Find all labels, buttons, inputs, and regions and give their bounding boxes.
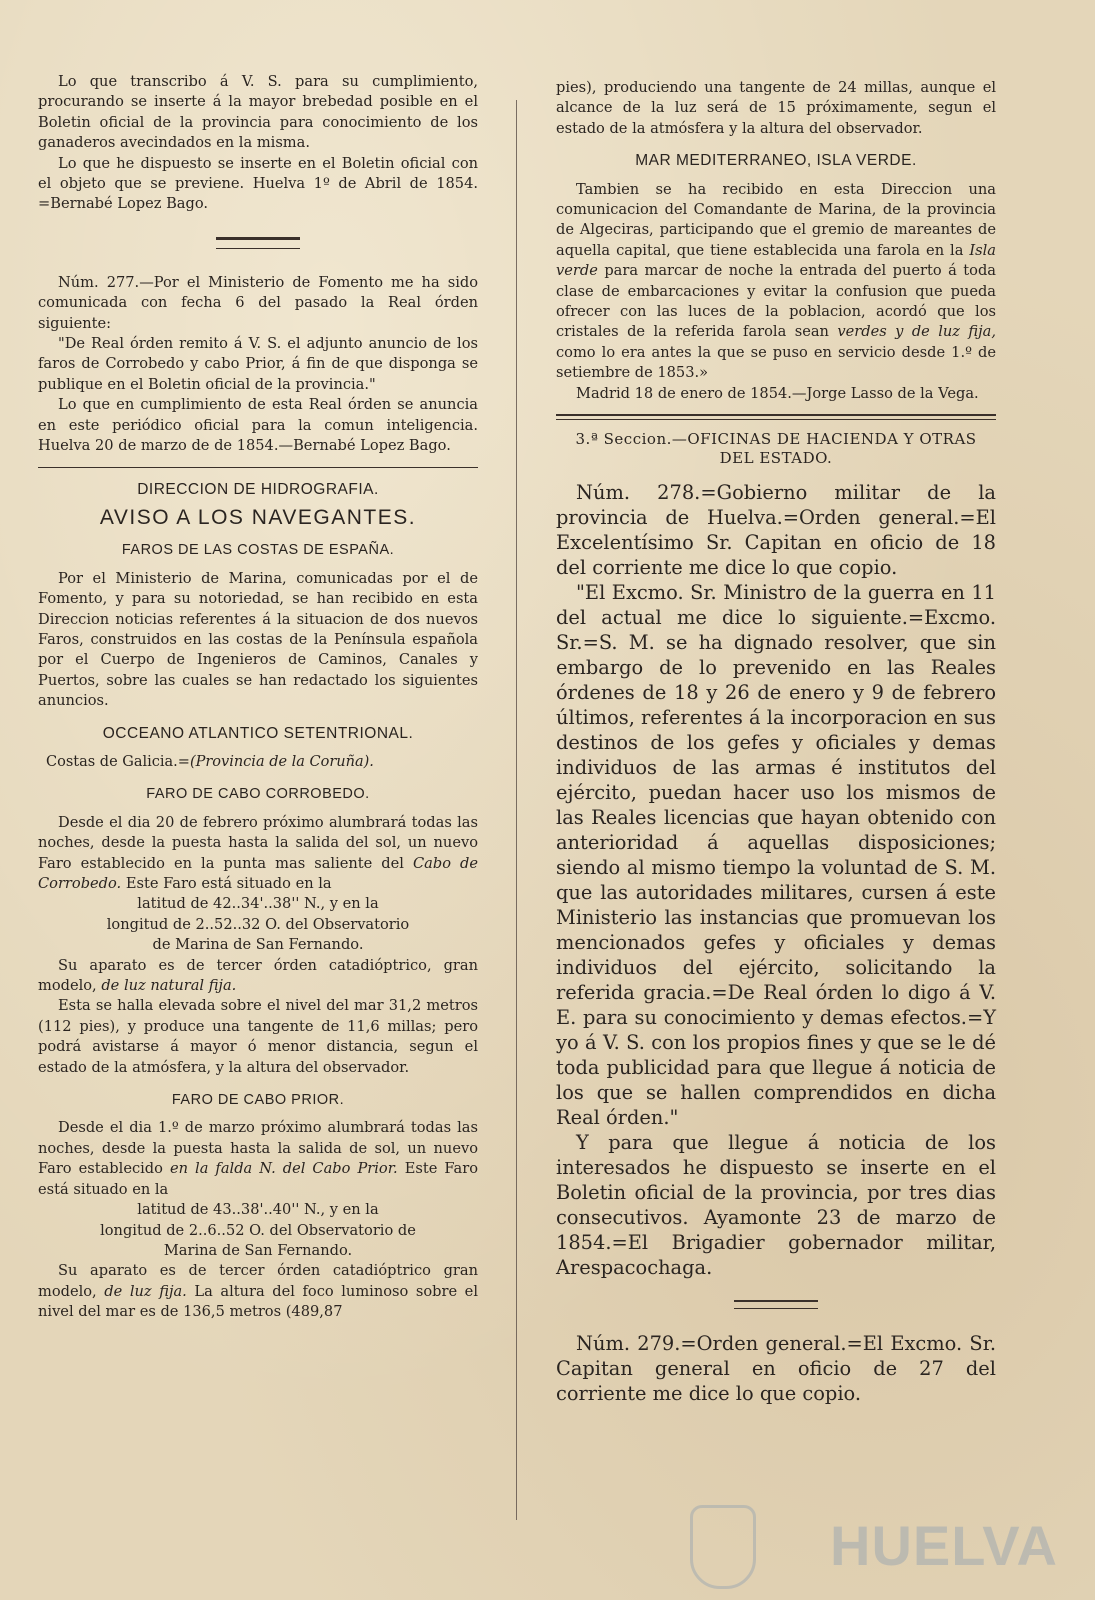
seal-icon (690, 1505, 756, 1589)
paragraph: Esta se halla elevada sobre el nivel del mar 31,2 metros (112 pies), y produce una tangente de 11,6 millas; pero podrá avistarse á mayor ó menor distancia, segun el estado de la atmósfera, y la altura del observador. (38, 997, 478, 1076)
paragraph (38, 813, 478, 895)
heading-direccion: DIRECCION DE HIDROGRAFIA. (137, 480, 379, 498)
paragraph: pies), produciendo una tangente de 24 millas, aunque el alcance de la luz será de 15 próximamente, segun el estado de la atmósfera y la altura del observador. (556, 79, 996, 137)
text-run-italic: verdes y de luz fija, (837, 323, 996, 341)
text-run: Desde el dia 20 de febrero próximo alumbrará todas las noches, desde la puesta hasta la salida del sol, un nuevo Faro establecido en la punta mas saliente del (38, 813, 478, 872)
text-run: Desde el dia 1.º de marzo próximo alumbrará todas las noches, desde la puesta hasta la salida de sol, un nuevo Faro establecido (38, 1119, 478, 1178)
right-column (556, 78, 996, 1406)
paragraph: Lo que en cumplimiento de esta Real órden se anuncia en este periódico oficial para la comun inteligencia. Huelva 20 de marzo de de 1854.—Bernabé Lopez Bago. (38, 396, 478, 455)
ornament-rule (734, 1300, 818, 1309)
signature-paragraph: Madrid 18 de enero de 1854.—Jorge Lasso de la Vega. (576, 384, 979, 402)
coordinates-latitude: latitud de 42..34'..38'' N., y en la (137, 895, 379, 913)
text-run: Este Faro está situado en la (125, 875, 332, 892)
coordinates-latitude: latitud de 43..38'..40'' N., y en la (137, 1201, 379, 1219)
watermark-stamp (690, 1505, 1058, 1585)
observatory-line: de Marina de San Fernando. (152, 936, 364, 954)
paragraph: Núm. 278.=Gobierno militar de la provincia de Huelva.=Orden general.=El Excelentísimo Sr. Capitan en oficio de 18 del corriente me dice lo que copio. (556, 481, 996, 580)
section-heading (556, 430, 996, 468)
paragraph: "De Real órden remito á V. S. el adjunto anuncio de los faros de Corrobedo y cabo Prior, á fin de que disponga se publique en el Boletin oficial de la provincia." (38, 335, 478, 393)
text-run-italic: en la falda N. del Cabo Prior. (169, 1160, 398, 1178)
paragraph: Núm. 277.—Por el Ministerio de Fomento me ha sido comunicada con fecha 6 del pasado la Real órden siguiente: (38, 273, 478, 332)
text-run: La altura del foco luminoso sobre el nivel del mar es de 136,5 metros (489,87 (38, 1282, 478, 1321)
text-run: Tambien se ha recibido en esta Direccion una comunicacion del Comandante de Marina, de la provincia de Algeciras, participando que el gremio de mareantes de aquella capital, que tiene establecida una farola en la (556, 180, 996, 259)
paragraph: Lo que transcribo á V. S. para su cumplimiento, procurando se inserte á la mayor brebedad posible en el Boletin oficial de la provincia para conocimiento de los ganaderos avecindados en la misma. (38, 73, 478, 152)
paragraph: Núm. 279.=Orden general.=El Excmo. Sr. Capitan general en oficio de 27 del corriente me dice lo que copio. (556, 1332, 996, 1406)
left-column (38, 72, 478, 1323)
paragraph: Lo que he dispuesto se inserte en el Boletin oficial con el objeto que se previene. Huelva 1º de Abril de 1854. =Bernabé Lopez Bago. (38, 154, 478, 213)
text-run: Este Faro está situado en la (38, 1160, 478, 1198)
paragraph: Por el Ministerio de Marina, comunicadas por el de Fomento, y para su notoriedad, se han recibido en esta Direccion noticias referentes á la situacion de dos nuevos Faros, construidos en las costas de la Península española por el Cuerpo de Ingenieros de Caminos, Canales y Puertos, sobre las cuales se han redactado los siguientes anuncios. (38, 569, 478, 710)
text-run: como lo era antes la que se puso en servicio desde 1.º de setiembre de 1853.» (556, 343, 996, 382)
text-run-italic: Cabo de Corrobedo. (38, 854, 478, 892)
paragraph (38, 1261, 478, 1322)
text-run-italic: de luz natural fija. (101, 977, 237, 995)
heading-occeano: OCCEANO ATLANTICO SETENTRIONAL. (102, 724, 414, 742)
column-divider (516, 100, 517, 1520)
observatory-line: Marina de San Fernando. (163, 1241, 353, 1259)
heading-aviso: AVISO A LOS NAVEGANTES. (99, 505, 417, 529)
text-run: Su aparato es de tercer órden catadióptrico, gran modelo, (38, 956, 478, 995)
text-run: Su aparato es de tercer órden catadióptrico gran modelo, (38, 1262, 478, 1300)
heading-prior: FARO DE CABO PRIOR. (171, 1092, 345, 1109)
text-run-italic: de luz fija. (104, 1282, 187, 1300)
section-rule (38, 467, 478, 468)
costas-label: Costas de Galicia.= (46, 753, 190, 770)
text-run: para marcar de noche la entrada del puerto á toda clase de embarcaciones y evitar la confusion que pueda ofrecer con las luces de la poblacion, acordó que los cristales de la referida farola sean (556, 262, 996, 341)
costas-line (38, 752, 478, 772)
coordinates-longitude: longitud de 2..52..32 O. del Observatorio (106, 915, 410, 933)
ornament-rule (216, 237, 300, 249)
section-number: 3.ª Seccion. (575, 430, 672, 449)
coordinates-longitude: longitud de 2..6..52 O. del Observatorio de (100, 1221, 416, 1239)
text-run-italic: Isla verde (556, 241, 996, 280)
heading-faros: FAROS DE LAS COSTAS DE ESPAÑA. (121, 542, 395, 559)
section-title: —OFICINAS DE HACIENDA Y OTRAS DEL ESTADO. (671, 430, 977, 468)
paragraph: "El Excmo. Sr. Ministro de la guerra en 11 del actual me dice lo siguiente.=Excmo. Sr.=S. M. se ha dignado resolver, que sin embargo de lo prevenido en las Reales órdenes de 18 y 26 de enero y 9 de febrero últimos, referentes á la incorporacion en sus destinos de los gefes y oficiales y demas individuos de las armas é institutos del ejército, puedan hacer uso los mismos de las Reales licencias que hayan obtenido con anterioridad á aquellas disposiciones; siendo al mismo tiempo la voluntad de S. M. que las autoridades militares, cursen á este Ministerio las instancias que promuevan los mencionados gefes y oficiales y demas individuos del ejército, solicitando la referida gracia.=De Real órden lo digo á V. E. para su conocimiento y demas efectos.=Y yo á V. S. con los propios fines y que se le dé toda publicidad para que llegue á noticia de los que se hallen comprendidos en dicha Real órden." (556, 581, 997, 1130)
section-rule (556, 414, 996, 420)
heading-corrobedo: FARO DE CABO CORROBEDO. (146, 786, 370, 803)
paragraph (38, 1118, 478, 1200)
paragraph (556, 180, 996, 384)
paragraph (38, 956, 478, 997)
heading-mar-mediterraneo: MAR MEDITERRANEO, ISLA VERDE. (635, 152, 917, 170)
costas-province: (Provincia de la Coruña). (189, 753, 374, 770)
paragraph: Y para que llegue á noticia de los interesados he dispuesto se inserte en el Boletin oficial de la provincia, por tres dias consecutivos. Ayamonte 23 de marzo de 1854.=El Brigadier gobernador militar, Arespacochaga. (556, 1131, 996, 1280)
watermark-text: HUELVA (830, 1514, 1058, 1577)
